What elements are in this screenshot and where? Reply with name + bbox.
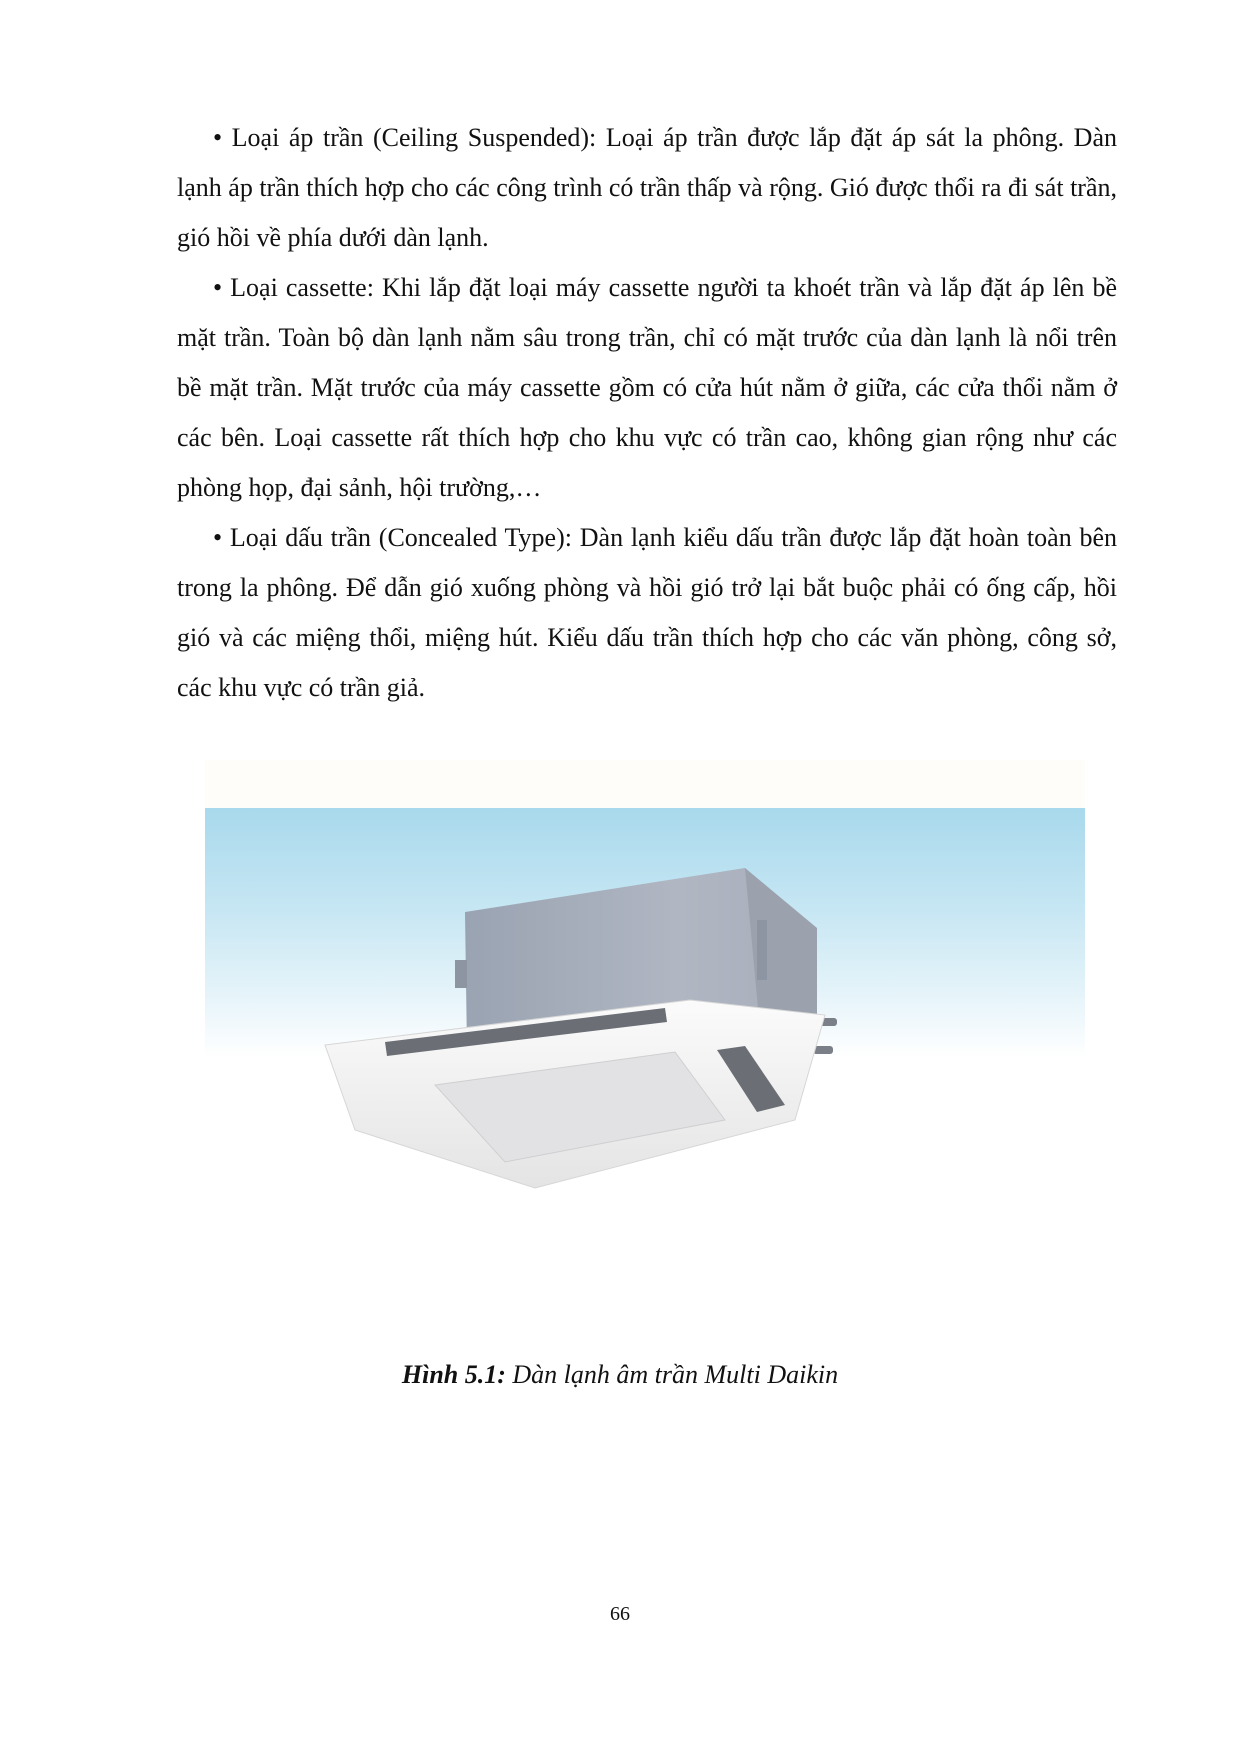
caption-text: Dàn lạnh âm trần Multi Daikin — [505, 1360, 839, 1389]
bullet: • — [213, 273, 223, 302]
cassette-unit-illustration — [205, 760, 1085, 1210]
bullet: • — [213, 523, 223, 552]
paragraph-text: Loại áp trần (Ceiling Suspended): Loại áp trần được lắp đặt áp sát la phông. Dàn lạnh áp trần thích hợp cho các công trình có trần thấp và rộng. Gió được thổi ra đi sát trần, gió hồi về phía dưới dàn lạnh. — [177, 123, 1117, 252]
paragraph-text: Loại dấu trần (Concealed Type): Dàn lạnh kiểu dấu trần được lắp đặt hoàn toàn bên trong la phông. Để dẫn gió xuống phòng và hồi gió trở lại bắt buộc phải có ống cấp, hồi gió và các miệng thổi, miệng hút. Kiểu dấu trần thích hợp cho các văn phòng, công sở, các khu vực có trần giả. — [177, 523, 1118, 702]
paragraph-concealed — [177, 513, 1117, 713]
page-number: 66 — [610, 1603, 630, 1625]
paragraph-cassette — [177, 263, 1117, 513]
figure-label: Hình 5.1: — [401, 1360, 506, 1389]
bullet: • — [213, 123, 223, 152]
figure-caption — [0, 1360, 1240, 1390]
paragraph-text: Loại cassette: Khi lắp đặt loại máy cassette người ta khoét trần và lắp đặt áp lên bề mặt trần. Toàn bộ dàn lạnh nằm sâu trong trần, chỉ có mặt trước của dàn lạnh là nổi trên bề mặt trần. Mặt trước của máy cassette gồm có cửa hút nằm ở giữa, các cửa thổi nằm ở các bên. Loại cassette rất thích hợp cho khu vực có trần cao, không gian rộng như các phòng họp, đại sảnh, hội trường,… — [177, 273, 1117, 502]
figure-cassette-unit-image — [205, 760, 1085, 1210]
paragraph-ceiling-suspended — [177, 113, 1117, 263]
